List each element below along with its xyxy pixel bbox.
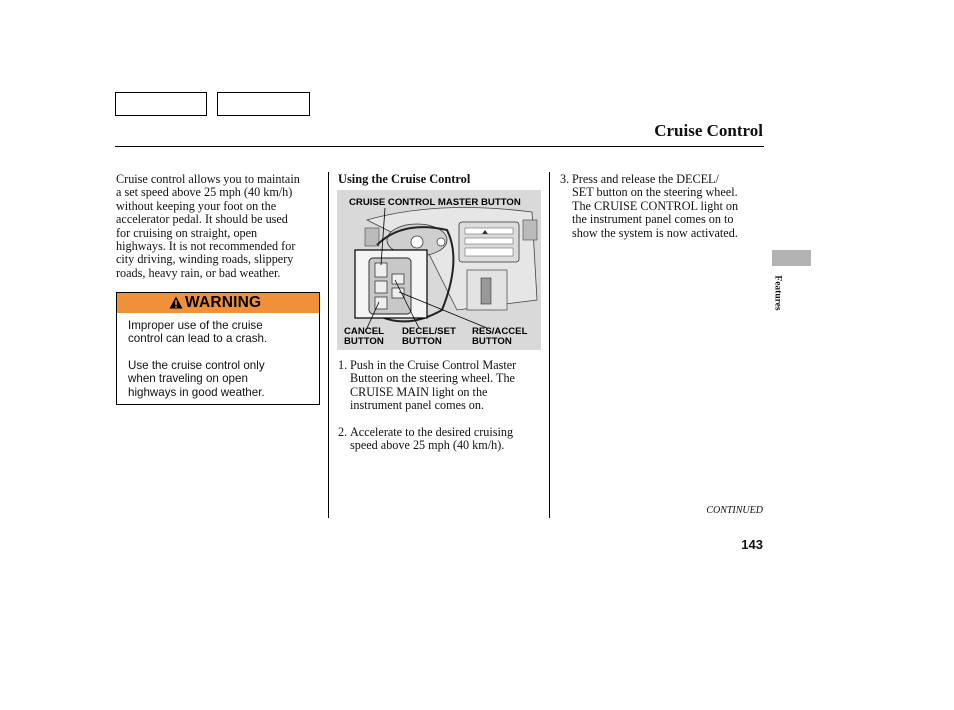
section-heading: Using the Cruise Control <box>338 172 471 186</box>
figure-label-decel-set: DECEL/SET BUTTON <box>402 326 456 347</box>
side-tab-label-container <box>772 272 786 316</box>
figure-label-res-accel: RES/ACCEL BUTTON <box>472 326 528 347</box>
title-rule <box>115 146 764 147</box>
side-tab-label: Features <box>772 275 783 311</box>
warning-header <box>117 293 319 313</box>
warning-triangle-icon <box>169 296 183 309</box>
figure-label-master-button: CRUISE CONTROL MASTER BUTTON <box>349 197 521 208</box>
nav-box-previous[interactable] <box>115 92 207 116</box>
intro-paragraph: Cruise control allows you to maintain a set speed above 25 mph (40 km/h) without keeping your foot on the accelerator pedal. It should be used for cruising on straight, open highways. It is not recommended for city driving, winding roads, slippery roads, heavy rain, or bad weather. <box>116 172 300 280</box>
cruise-control-figure <box>337 190 541 350</box>
column-divider-1 <box>328 172 329 518</box>
warning-box <box>116 292 320 405</box>
warning-para-1: Improper use of the cruise control can lead to a crash. <box>128 319 268 346</box>
warning-para-2: Use the cruise control only when traveling on open highways in good weather. <box>128 359 265 399</box>
warning-label: WARNING <box>185 294 262 311</box>
page-number: 143 <box>741 537 763 552</box>
nav-box-next[interactable] <box>217 92 310 116</box>
continued-label: CONTINUED <box>706 505 763 516</box>
page-title: Cruise Control <box>654 121 763 140</box>
column-divider-2 <box>549 172 550 518</box>
figure-label-cancel: CANCEL BUTTON <box>344 326 384 347</box>
section-tab[interactable] <box>772 250 811 266</box>
